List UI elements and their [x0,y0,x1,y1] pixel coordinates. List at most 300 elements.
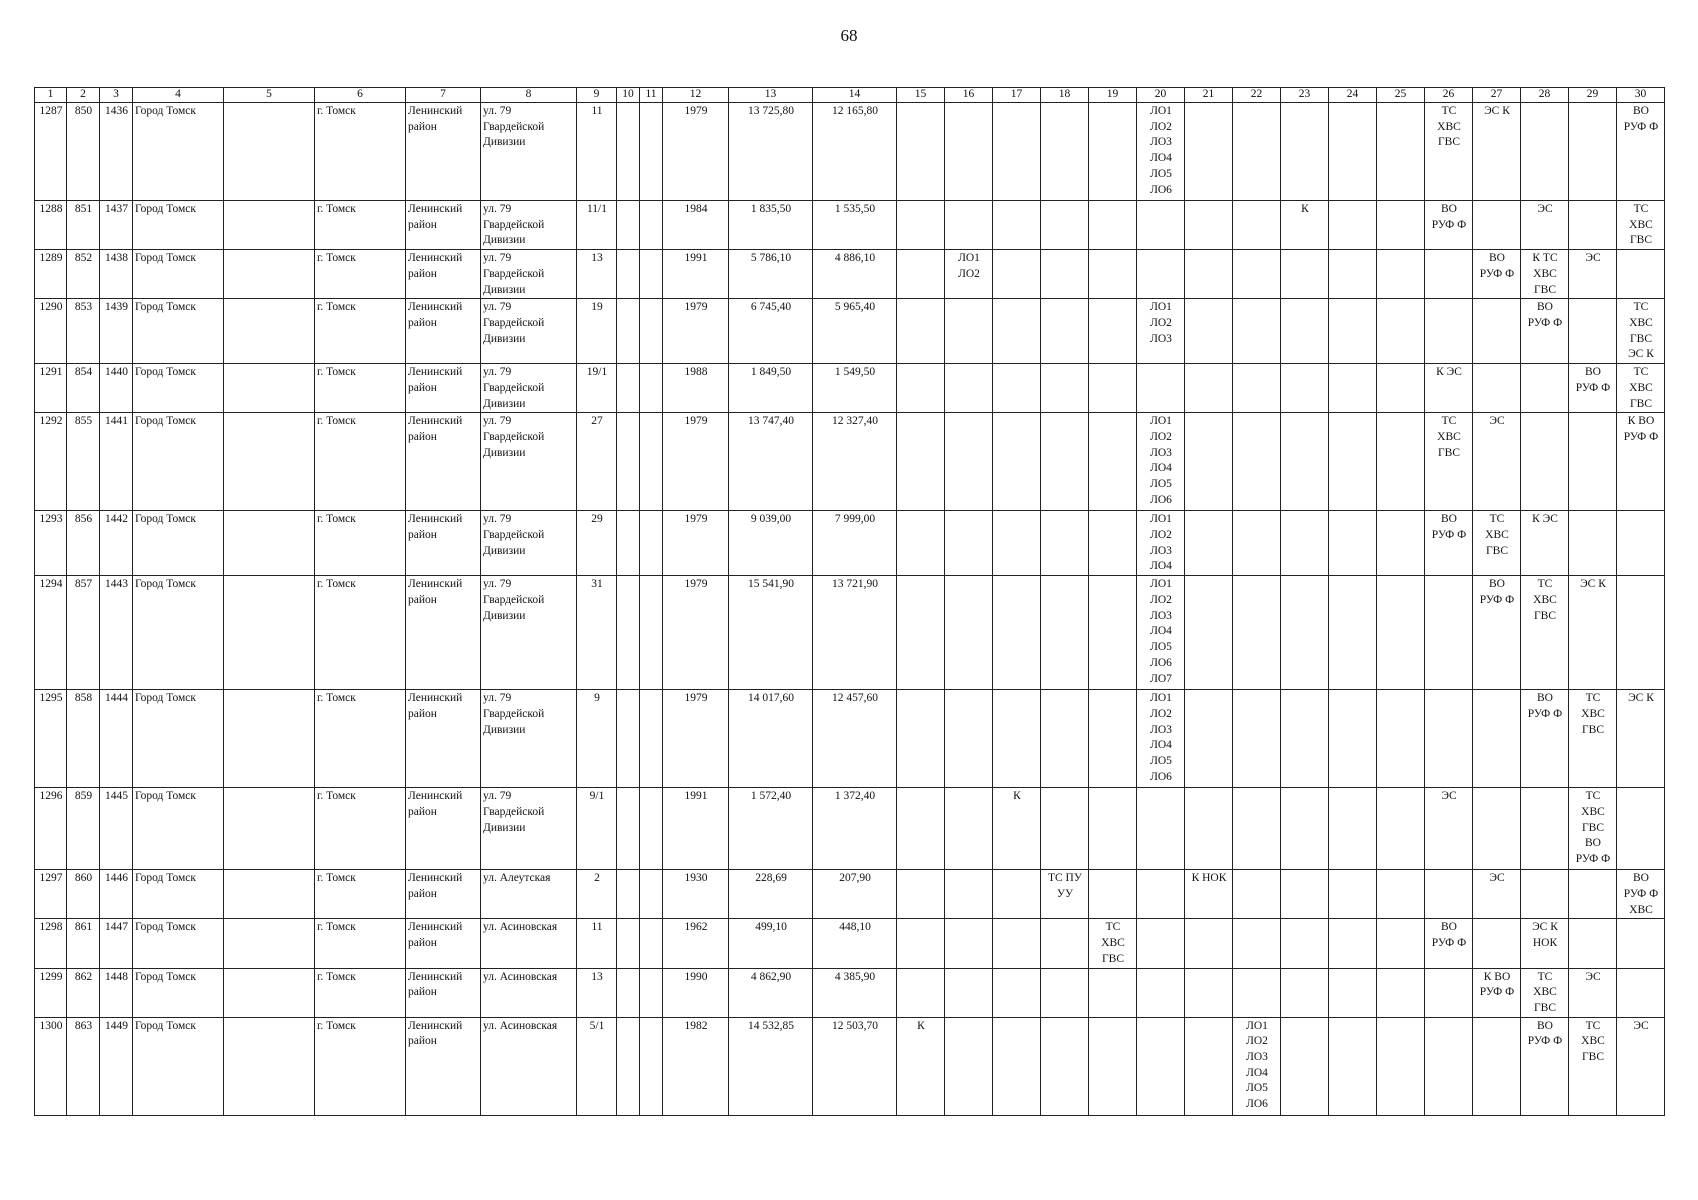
table-cell-col-11 [640,250,663,299]
table-cell-col-30: ЭС К [1617,690,1665,788]
table-cell-col-25 [1377,788,1425,870]
table-cell-col-18 [1041,1017,1089,1115]
table-cell-col-10 [617,690,640,788]
table-cell-col-8: ул. 79 Гвардейской Дивизии [481,201,577,250]
column-header: 10 [617,88,640,103]
table-cell-col-1: 1295 [35,690,67,788]
table-cell-col-2: 862 [67,968,100,1017]
table-cell-col-15 [897,364,945,413]
table-cell-col-16 [945,788,993,870]
table-cell-col-12: 1991 [663,788,729,870]
column-header: 15 [897,88,945,103]
table-cell-col-4: Город Томск [133,968,224,1017]
table-cell-col-22 [1233,968,1281,1017]
table-cell-col-27: К ВО РУФ Ф [1473,968,1521,1017]
table-cell-col-2: 856 [67,511,100,576]
table-cell-col-21: К НОК [1185,870,1233,919]
table-cell-col-23 [1281,968,1329,1017]
table-cell-col-21 [1185,413,1233,511]
table-cell-col-23 [1281,788,1329,870]
table-cell-col-28: ВО РУФ Ф [1521,690,1569,788]
table-cell-col-16 [945,364,993,413]
table-row [35,103,1665,201]
table-cell-col-14: 13 721,90 [813,576,897,690]
table-cell-col-4: Город Томск [133,690,224,788]
table-row [35,511,1665,576]
table-cell-col-13: 1 849,50 [729,364,813,413]
table-cell-col-16 [945,576,993,690]
table-cell-col-5 [224,1017,315,1115]
table-cell-col-24 [1329,576,1377,690]
table-cell-col-25 [1377,511,1425,576]
table-cell-col-3: 1443 [100,576,133,690]
table-cell-col-5 [224,919,315,968]
table-cell-col-12: 1982 [663,1017,729,1115]
table-cell-col-9: 11 [577,919,617,968]
table-cell-col-16 [945,201,993,250]
table-cell-col-1: 1298 [35,919,67,968]
table-cell-col-14: 1 372,40 [813,788,897,870]
table-cell-col-24 [1329,299,1377,364]
table-cell-col-26 [1425,870,1473,919]
table-cell-col-2: 854 [67,364,100,413]
table-cell-col-18 [1041,201,1089,250]
table-cell-col-18 [1041,103,1089,201]
table-cell-col-4: Город Томск [133,364,224,413]
table-cell-col-12: 1979 [663,103,729,201]
table-cell-col-27 [1473,690,1521,788]
table-cell-col-24 [1329,968,1377,1017]
table-cell-col-22 [1233,201,1281,250]
table-cell-col-20: ЛО1 ЛО2 ЛО3 ЛО4 ЛО5 ЛО6 [1137,690,1185,788]
table-cell-col-20 [1137,919,1185,968]
table-cell-col-24 [1329,103,1377,201]
column-header: 12 [663,88,729,103]
table-cell-col-18 [1041,576,1089,690]
table-cell-col-19 [1089,511,1137,576]
table-cell-col-24 [1329,201,1377,250]
table-cell-col-13: 1 835,50 [729,201,813,250]
table-cell-col-3: 1448 [100,968,133,1017]
table-cell-col-22 [1233,576,1281,690]
table-cell-col-18 [1041,250,1089,299]
table-cell-col-26 [1425,250,1473,299]
table-cell-col-10 [617,968,640,1017]
table-cell-col-9: 27 [577,413,617,511]
table-cell-col-12: 1990 [663,968,729,1017]
table-cell-col-2: 859 [67,788,100,870]
table-cell-col-27: ЭС [1473,870,1521,919]
table-cell-col-4: Город Томск [133,511,224,576]
table-cell-col-26: ВО РУФ Ф [1425,201,1473,250]
table-cell-col-4: Город Томск [133,1017,224,1115]
table-cell-col-13: 15 541,90 [729,576,813,690]
table-cell-col-13: 14 532,85 [729,1017,813,1115]
table-cell-col-25 [1377,201,1425,250]
table-cell-col-16 [945,919,993,968]
table-cell-col-23 [1281,250,1329,299]
table-cell-col-21 [1185,299,1233,364]
table-cell-col-28 [1521,413,1569,511]
table-cell-col-25 [1377,413,1425,511]
table-cell-col-3: 1447 [100,919,133,968]
table-cell-col-4: Город Томск [133,413,224,511]
table-cell-col-23 [1281,364,1329,413]
table-cell-col-8: ул. 79 Гвардейской Дивизии [481,511,577,576]
table-cell-col-19 [1089,1017,1137,1115]
table-cell-col-15 [897,511,945,576]
table-cell-col-30 [1617,250,1665,299]
table-cell-col-14: 12 165,80 [813,103,897,201]
table-cell-col-15 [897,690,945,788]
table-cell-col-22 [1233,511,1281,576]
table-cell-col-25 [1377,968,1425,1017]
table-cell-col-28: ВО РУФ Ф [1521,299,1569,364]
table-cell-col-25 [1377,919,1425,968]
table-cell-col-27: ЭС К [1473,103,1521,201]
table-cell-col-27 [1473,299,1521,364]
table-cell-col-18 [1041,919,1089,968]
table-cell-col-15 [897,413,945,511]
table-cell-col-7: Ленинский район [406,1017,481,1115]
table-cell-col-19: ТС ХВС ГВС [1089,919,1137,968]
table-cell-col-28: ТС ХВС ГВС [1521,968,1569,1017]
table-cell-col-20 [1137,870,1185,919]
table-cell-col-20 [1137,201,1185,250]
table-cell-col-24 [1329,1017,1377,1115]
table-cell-col-10 [617,201,640,250]
table-cell-col-8: ул. Алеутская [481,870,577,919]
table-cell-col-30: ВО РУФ Ф [1617,103,1665,201]
page-number: 68 [840,26,858,45]
table-cell-col-8: ул. 79 Гвардейской Дивизии [481,413,577,511]
table-cell-col-5 [224,870,315,919]
table-cell-col-8: ул. Асиновская [481,968,577,1017]
table-cell-col-11 [640,103,663,201]
table-cell-col-8: ул. 79 Гвардейской Дивизии [481,250,577,299]
table-cell-col-23 [1281,870,1329,919]
table-cell-col-8: ул. 79 Гвардейской Дивизии [481,103,577,201]
table-cell-col-2: 858 [67,690,100,788]
table-cell-col-29 [1569,299,1617,364]
column-header: 20 [1137,88,1185,103]
table-cell-col-14: 5 965,40 [813,299,897,364]
table-cell-col-1: 1293 [35,511,67,576]
table-cell-col-16 [945,968,993,1017]
table-cell-col-14: 4 385,90 [813,968,897,1017]
table-cell-col-6: г. Томск [315,788,406,870]
table-cell-col-16 [945,690,993,788]
table-cell-col-29: ЭС К [1569,576,1617,690]
table-row [35,413,1665,511]
column-header: 8 [481,88,577,103]
column-header: 26 [1425,88,1473,103]
table-cell-col-16 [945,299,993,364]
table-cell-col-1: 1296 [35,788,67,870]
table-cell-col-6: г. Томск [315,576,406,690]
table-cell-col-23 [1281,299,1329,364]
table-cell-col-5 [224,299,315,364]
table-cell-col-5 [224,413,315,511]
table-cell-col-21 [1185,1017,1233,1115]
table-cell-col-10 [617,788,640,870]
table-cell-col-24 [1329,919,1377,968]
table-cell-col-6: г. Томск [315,250,406,299]
table-cell-col-13: 13 747,40 [729,413,813,511]
table-cell-col-4: Город Томск [133,250,224,299]
table-cell-col-14: 1 535,50 [813,201,897,250]
table-cell-col-2: 857 [67,576,100,690]
column-header: 7 [406,88,481,103]
table-cell-col-28: К ЭС [1521,511,1569,576]
table-cell-col-23 [1281,413,1329,511]
table-cell-col-17 [993,870,1041,919]
table-cell-col-13: 4 862,90 [729,968,813,1017]
table-cell-col-25 [1377,870,1425,919]
column-header: 16 [945,88,993,103]
table-cell-col-8: ул. 79 Гвардейской Дивизии [481,299,577,364]
table-cell-col-22 [1233,299,1281,364]
table-cell-col-3: 1449 [100,1017,133,1115]
table-cell-col-2: 861 [67,919,100,968]
table-cell-col-7: Ленинский район [406,576,481,690]
column-header: 22 [1233,88,1281,103]
table-row [35,968,1665,1017]
table-row [35,870,1665,919]
table-row [35,919,1665,968]
table-cell-col-6: г. Томск [315,968,406,1017]
table-cell-col-7: Ленинский район [406,413,481,511]
table-cell-col-14: 1 549,50 [813,364,897,413]
table-cell-col-17 [993,413,1041,511]
table-cell-col-5 [224,364,315,413]
table-cell-col-5 [224,690,315,788]
table-cell-col-8: ул. 79 Гвардейской Дивизии [481,364,577,413]
table-cell-col-10 [617,250,640,299]
column-header: 2 [67,88,100,103]
table-cell-col-16: ЛО1 ЛО2 [945,250,993,299]
table-cell-col-30 [1617,968,1665,1017]
table-cell-col-29: ТС ХВС ГВС [1569,690,1617,788]
table-cell-col-3: 1445 [100,788,133,870]
table-cell-col-9: 31 [577,576,617,690]
table-cell-col-19 [1089,968,1137,1017]
table-cell-col-13: 499,10 [729,919,813,968]
table-cell-col-2: 851 [67,201,100,250]
table-cell-col-13: 14 017,60 [729,690,813,788]
table-cell-col-6: г. Томск [315,103,406,201]
table-cell-col-18 [1041,690,1089,788]
table-cell-col-4: Город Томск [133,919,224,968]
table-cell-col-28: ЭС [1521,201,1569,250]
table-cell-col-14: 207,90 [813,870,897,919]
table-cell-col-11 [640,299,663,364]
table-cell-col-5 [224,201,315,250]
table-cell-col-30: ТС ХВС ГВС [1617,201,1665,250]
table-cell-col-4: Город Томск [133,299,224,364]
housing-register-table [34,87,1665,1116]
table-cell-col-6: г. Томск [315,870,406,919]
table-cell-col-1: 1287 [35,103,67,201]
table-cell-col-6: г. Томск [315,690,406,788]
table-cell-col-7: Ленинский район [406,250,481,299]
table-cell-col-14: 12 327,40 [813,413,897,511]
table-cell-col-5 [224,103,315,201]
table-cell-col-28 [1521,103,1569,201]
table-cell-col-7: Ленинский район [406,690,481,788]
table-cell-col-20 [1137,968,1185,1017]
table-cell-col-20: ЛО1 ЛО2 ЛО3 ЛО4 ЛО5 ЛО6 ЛО7 [1137,576,1185,690]
column-header: 18 [1041,88,1089,103]
table-cell-col-29 [1569,201,1617,250]
table-cell-col-27: ВО РУФ Ф [1473,250,1521,299]
column-header: 4 [133,88,224,103]
table-cell-col-26 [1425,1017,1473,1115]
table-cell-col-6: г. Томск [315,511,406,576]
table-cell-col-20: ЛО1 ЛО2 ЛО3 ЛО4 ЛО5 ЛО6 [1137,103,1185,201]
table-cell-col-18 [1041,968,1089,1017]
column-number-header [35,88,1665,103]
table-cell-col-5 [224,511,315,576]
table-cell-col-22 [1233,413,1281,511]
table-cell-col-19 [1089,364,1137,413]
column-header: 14 [813,88,897,103]
table-cell-col-6: г. Томск [315,1017,406,1115]
column-header: 28 [1521,88,1569,103]
table-cell-col-26 [1425,968,1473,1017]
table-cell-col-9: 29 [577,511,617,576]
table-cell-col-26 [1425,299,1473,364]
table-cell-col-4: Город Томск [133,788,224,870]
table-cell-col-29: ТС ХВС ГВС ВО РУФ Ф [1569,788,1617,870]
table-cell-col-28: ЭС К НОК [1521,919,1569,968]
table-cell-col-12: 1979 [663,413,729,511]
table-cell-col-9: 9/1 [577,788,617,870]
table-cell-col-29 [1569,870,1617,919]
table-cell-col-20 [1137,1017,1185,1115]
table-cell-col-24 [1329,511,1377,576]
table-cell-col-12: 1962 [663,919,729,968]
table-cell-col-7: Ленинский район [406,968,481,1017]
table-cell-col-20 [1137,364,1185,413]
table-cell-col-30 [1617,788,1665,870]
table-cell-col-25 [1377,250,1425,299]
table-cell-col-20 [1137,788,1185,870]
column-header: 24 [1329,88,1377,103]
table-cell-col-15 [897,250,945,299]
table-row [35,1017,1665,1115]
table-cell-col-10 [617,299,640,364]
table-cell-col-7: Ленинский район [406,511,481,576]
table-cell-col-24 [1329,364,1377,413]
table-cell-col-11 [640,413,663,511]
table-cell-col-10 [617,870,640,919]
table-cell-col-1: 1300 [35,1017,67,1115]
table-cell-col-21 [1185,919,1233,968]
table-cell-col-26 [1425,690,1473,788]
table-cell-col-13: 228,69 [729,870,813,919]
table-cell-col-30: ТС ХВС ГВС [1617,364,1665,413]
table-cell-col-15 [897,576,945,690]
table-cell-col-4: Город Томск [133,201,224,250]
table-cell-col-27 [1473,364,1521,413]
table-cell-col-15 [897,788,945,870]
table-cell-col-1: 1294 [35,576,67,690]
table-cell-col-6: г. Томск [315,201,406,250]
table-cell-col-10 [617,364,640,413]
table-cell-col-9: 19/1 [577,364,617,413]
table-cell-col-14: 12 503,70 [813,1017,897,1115]
table-cell-col-18 [1041,788,1089,870]
table-cell-col-22: ЛО1 ЛО2 ЛО3 ЛО4 ЛО5 ЛО6 [1233,1017,1281,1115]
table-cell-col-8: ул. Асиновская [481,919,577,968]
table-row [35,364,1665,413]
table-cell-col-9: 5/1 [577,1017,617,1115]
table-cell-col-20: ЛО1 ЛО2 ЛО3 [1137,299,1185,364]
table-cell-col-27: ТС ХВС ГВС [1473,511,1521,576]
table-cell-col-29 [1569,413,1617,511]
table-cell-col-29 [1569,511,1617,576]
table-cell-col-23 [1281,576,1329,690]
table-cell-col-11 [640,788,663,870]
table-cell-col-1: 1288 [35,201,67,250]
table-cell-col-4: Город Томск [133,576,224,690]
table-cell-col-22 [1233,870,1281,919]
table-cell-col-11 [640,364,663,413]
table-cell-col-1: 1290 [35,299,67,364]
table-cell-col-23 [1281,1017,1329,1115]
table-cell-col-21 [1185,103,1233,201]
table-cell-col-9: 9 [577,690,617,788]
table-cell-col-9: 13 [577,250,617,299]
table-cell-col-20 [1137,250,1185,299]
table-cell-col-28: ВО РУФ Ф [1521,1017,1569,1115]
table-cell-col-21 [1185,250,1233,299]
table-cell-col-30 [1617,919,1665,968]
table-cell-col-11 [640,576,663,690]
table-cell-col-12: 1984 [663,201,729,250]
table-cell-col-16 [945,1017,993,1115]
table-cell-col-22 [1233,788,1281,870]
table-cell-col-29 [1569,103,1617,201]
table-cell-col-19 [1089,413,1137,511]
table-cell-col-7: Ленинский район [406,299,481,364]
table-cell-col-23: К [1281,201,1329,250]
table-cell-col-7: Ленинский район [406,103,481,201]
table-cell-col-2: 853 [67,299,100,364]
table-cell-col-22 [1233,103,1281,201]
table-cell-col-10 [617,511,640,576]
table-cell-col-29: ЭС [1569,968,1617,1017]
table-cell-col-23 [1281,103,1329,201]
table-cell-col-8: ул. 79 Гвардейской Дивизии [481,690,577,788]
table-cell-col-30 [1617,511,1665,576]
table-cell-col-15 [897,299,945,364]
table-cell-col-3: 1438 [100,250,133,299]
table-cell-col-15 [897,870,945,919]
table-cell-col-7: Ленинский район [406,788,481,870]
table-cell-col-26 [1425,576,1473,690]
table-cell-col-15 [897,919,945,968]
table-cell-col-29: ВО РУФ Ф [1569,364,1617,413]
table-cell-col-14: 7 999,00 [813,511,897,576]
table-cell-col-5 [224,576,315,690]
table-cell-col-24 [1329,690,1377,788]
table-cell-col-13: 1 572,40 [729,788,813,870]
table-cell-col-13: 5 786,10 [729,250,813,299]
table-cell-col-9: 13 [577,968,617,1017]
table-cell-col-30: ЭС [1617,1017,1665,1115]
